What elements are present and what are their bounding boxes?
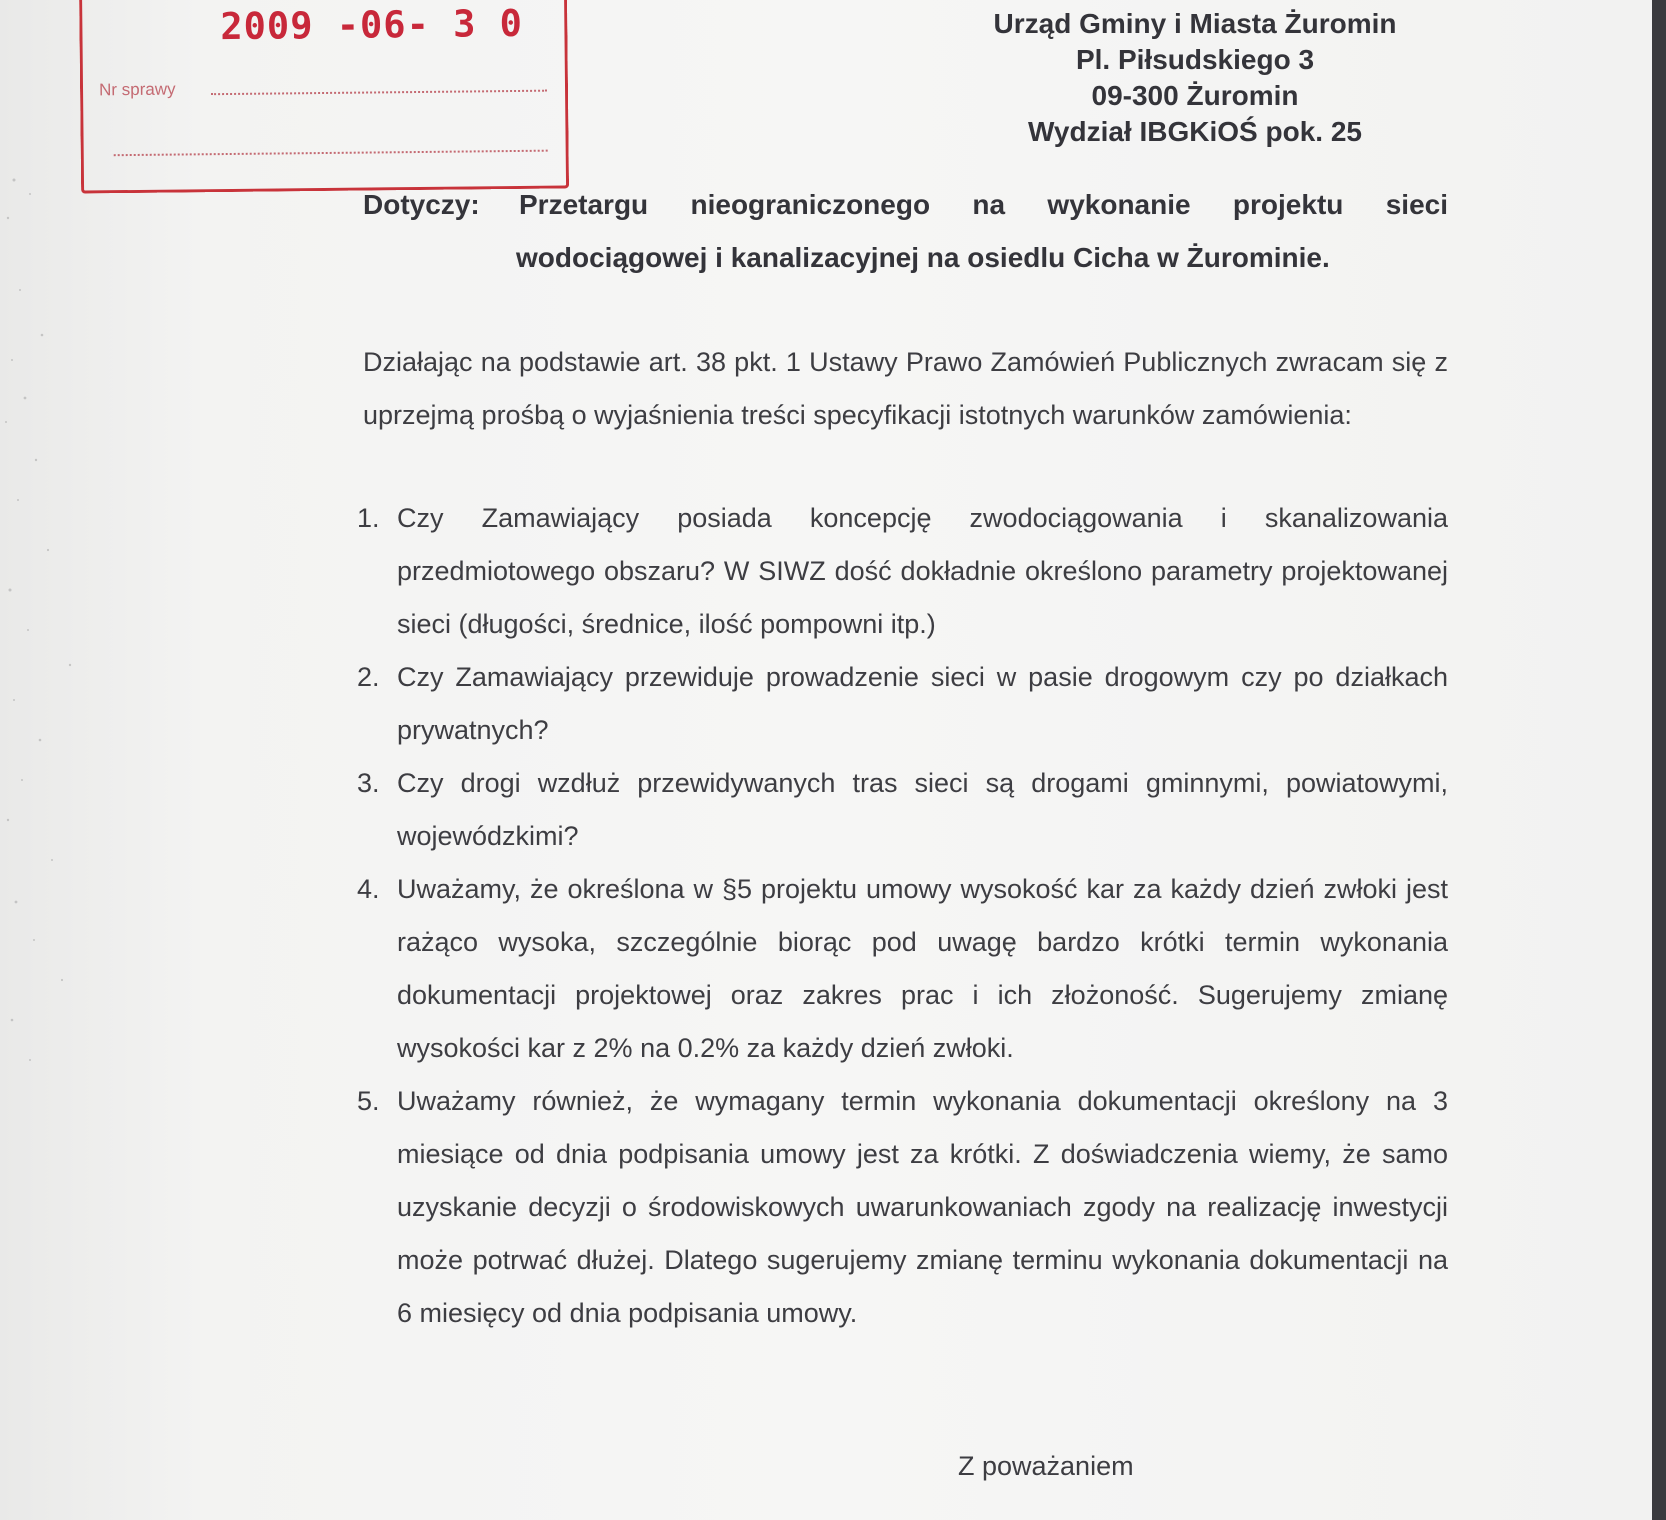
closing-salutation: Z poważaniem — [958, 1451, 1134, 1481]
question-number: 3. — [357, 768, 380, 798]
question-item — [357, 651, 1448, 757]
recipient-city: 09-300 Żuromin — [1091, 80, 1299, 111]
stamp-date: 2009 -06- 3 0 — [220, 1, 524, 49]
stamp-dotted-line — [211, 90, 547, 96]
questions-list — [357, 492, 1448, 1340]
question-item — [357, 492, 1448, 651]
question-text: Uważamy, że określona w §5 projektu umowy wysokość kar za każdy dzień zwłoki jest rażąco wysoka, szczególnie biorąc pod uwagę bardzo krótki termin wykonania dokumentacji projektowej oraz zakres prac i ich złożoność. Sugerujemy zmianę wysokości kar z 2% na 0.2% za każdy dzień zwłoki. — [397, 874, 1448, 1063]
recipient-street: Pl. Piłsudskiego 3 — [1075, 44, 1315, 75]
question-text: Uważamy również, że wymagany termin wykonania dokumentacji określony na 3 miesiące od dnia podpisania umowy jest za krótki. Z doświadczenia wiemy, że samo uzyskanie decyzji o środowiskowych uwarunkowaniach zgody na realizację inwestycji może potrwać dłużej. Dlatego sugerujemy zmianę terminu wykonania dokumentacji na 6 miesięcy od dnia podpisania umowy. — [397, 1086, 1448, 1328]
subject-line: wodociągowej i kanalizacyjnej na osiedlu Cicha w Żurominie. — [516, 242, 1330, 273]
question-number: 2. — [357, 662, 380, 692]
recipient-address — [930, 6, 1460, 150]
stamp-dotted-line — [114, 150, 548, 157]
question-text: Czy drogi wzdłuż przewidywanych tras sieci są drogami gminnymi, powiatowymi, wojewódzkimi? — [397, 768, 1448, 851]
question-number: 1. — [357, 503, 380, 533]
question-text: Czy Zamawiający przewiduje prowadzenie sieci w pasie drogowym czy po działkach prywatnych? — [397, 662, 1448, 745]
question-text: Czy Zamawiający posiada koncepcję zwodociągowania i skanalizowania przedmiotowego obszaru? W SIWZ dość dokładnie określono parametry projektowanej sieci (długości, średnice, ilość pompowni itp.) — [397, 503, 1448, 639]
recipient-department: Wydział IBGKiOŚ pok. 25 — [1027, 116, 1362, 147]
question-item — [357, 863, 1448, 1075]
subject-label: Dotyczy: — [363, 189, 480, 220]
recipient-name: Urząd Gminy i Miasta Żuromin — [993, 8, 1397, 39]
subject-line: Przetargu nieograniczonego na wykonanie projektu sieci — [519, 189, 1448, 220]
stamp-case-label: Nr sprawy — [98, 79, 176, 100]
question-item — [357, 757, 1448, 863]
question-number: 5. — [357, 1086, 380, 1116]
scan-noise — [0, 160, 110, 1100]
question-item — [357, 1075, 1448, 1340]
scan-edge — [1652, 0, 1666, 1520]
question-number: 4. — [357, 874, 380, 904]
registry-stamp — [79, 0, 569, 194]
intro-paragraph: Działając na podstawie art. 38 pkt. 1 Ustawy Prawo Zamówień Publicznych zwracam się z uprzejmą prośbą o wyjaśnienia treści specyfikacji istotnych warunków zamówienia: — [363, 347, 1448, 430]
